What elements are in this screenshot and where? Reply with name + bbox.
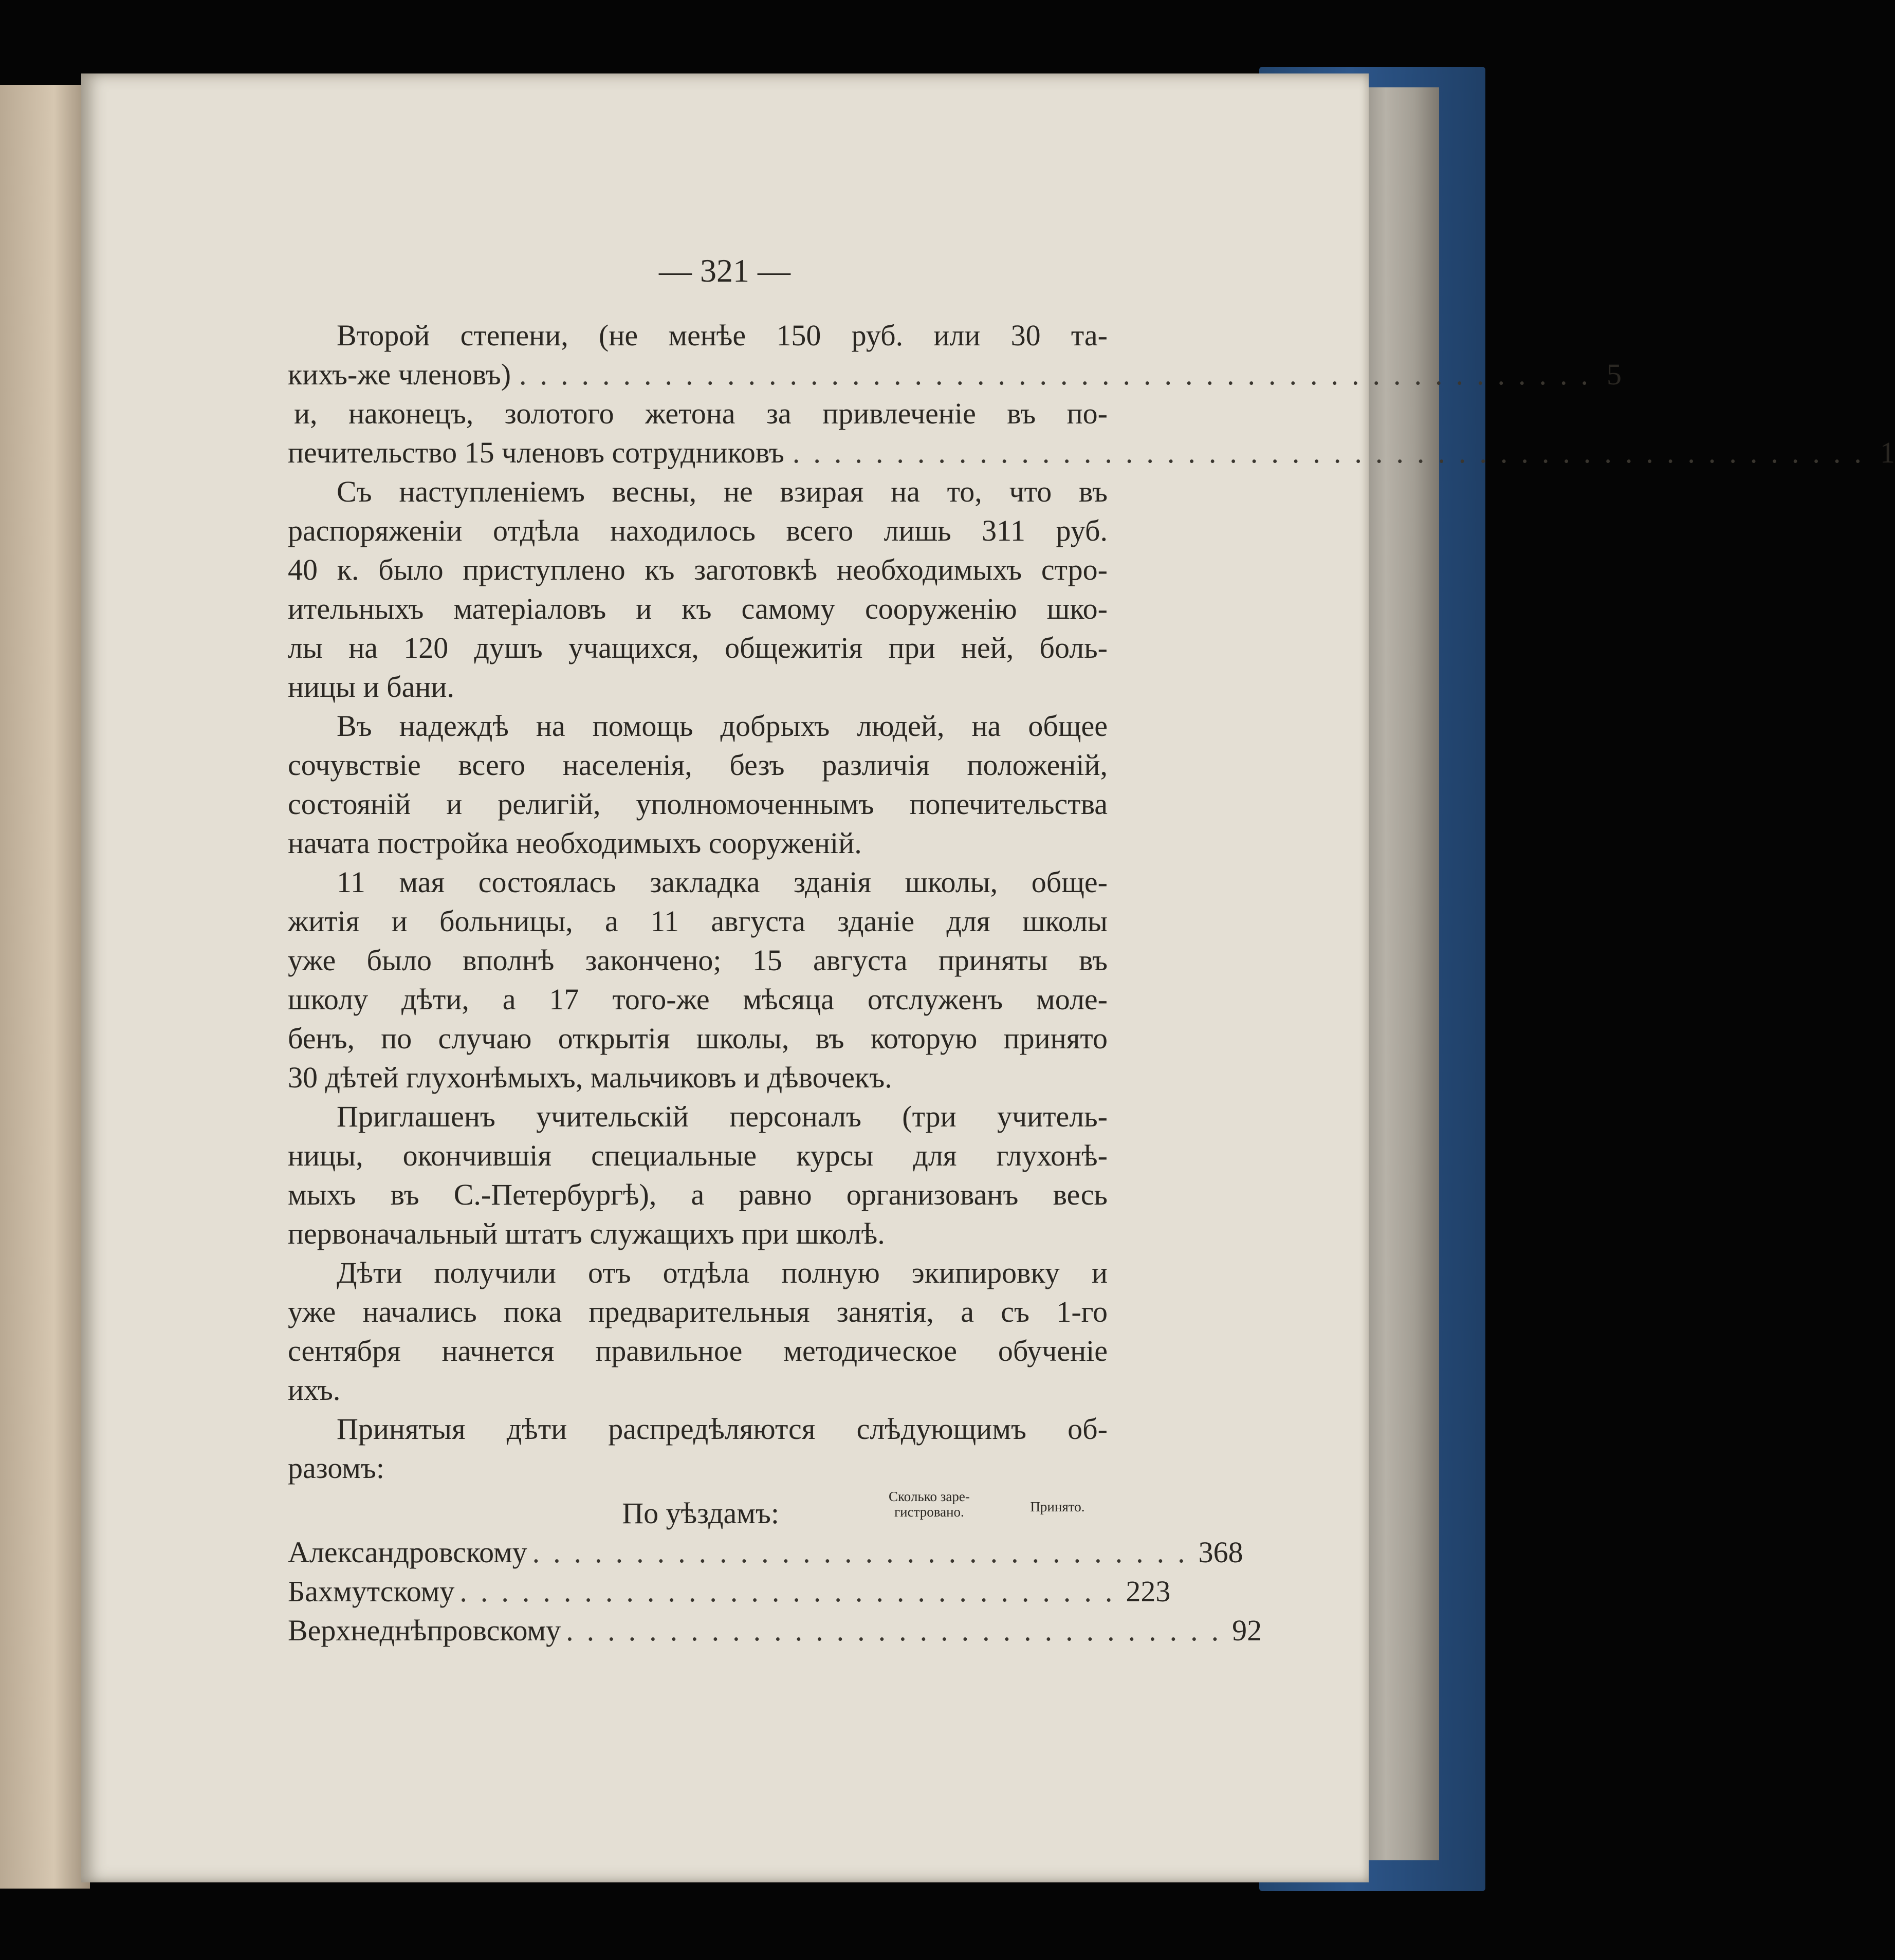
list-line-value: 1: [1880, 436, 1895, 469]
paragraph-line: ихъ.: [288, 1373, 341, 1407]
paragraph-line: 40 к. было приступлено къ заготовкѣ необходимыхъ стро-: [288, 553, 1108, 586]
column-header-accepted: Принято.: [1030, 1499, 1085, 1514]
list-line: Второй степени, (не менѣе 150 руб. или 30 та-: [337, 319, 1108, 352]
table-header: [288, 1489, 1108, 1533]
paragraph-line: мыхъ въ С.-Петербургѣ), а равно организованъ весь: [288, 1178, 1108, 1211]
paragraph-line: сентября начнется правильное методическое обученіе: [288, 1334, 1108, 1367]
paragraph-line: уже начались пока предварительныя занятія, а съ 1-го: [288, 1295, 1108, 1328]
table-row: [288, 1611, 1262, 1650]
paragraph-line: уже было вполнѣ закончено; 15 августа приняты въ: [288, 944, 1108, 977]
table-heading: По уѣздамъ:: [622, 1496, 780, 1530]
paragraph-line: первоначальный штатъ служащихъ при школѣ.: [288, 1217, 885, 1250]
list-line-label: печительство 15 членовъ сотрудниковъ: [288, 436, 784, 469]
accepted-count: 2: [1247, 1614, 1262, 1647]
list-line: и, наконецъ, золотого жетона за привлеченіе въ по-: [294, 397, 1108, 430]
body-paragraphs: [288, 472, 1108, 1488]
paragraph-line: начата постройка необходимыхъ сооруженій.: [288, 826, 862, 860]
paragraph-line: распоряженіи отдѣла находилось всего лишь 311 руб.: [288, 514, 1108, 547]
list-line-label: кихъ-же членовъ): [288, 358, 511, 391]
leader-dots: ....................................................: [792, 436, 1875, 469]
facing-page: [0, 85, 90, 1889]
paragraph-line: бенъ, по случаю открытія школы, въ которую принято: [288, 1022, 1108, 1055]
table-row: [288, 1533, 1243, 1572]
leader-dots: ................................: [566, 1614, 1232, 1647]
leader-dots: ....................................................: [519, 358, 1602, 391]
list-line-value: 5: [1607, 358, 1622, 391]
paragraph-line: Принятыя дѣти распредѣляются слѣдующимъ об-: [337, 1412, 1108, 1446]
accepted-count: 8: [1228, 1536, 1243, 1569]
paragraph-line: сочувствіе всего населенія, безъ различія положеній,: [288, 748, 1108, 782]
paragraph-line: ницы, окончившія специальные курсы для глухонѣ-: [288, 1139, 1108, 1172]
paragraph-line: Дѣти получили отъ отдѣла полную экипировку и: [337, 1256, 1108, 1289]
paragraph-line: состояній и религій, уполномоченнымъ попечительства: [288, 787, 1108, 821]
list-line-dotted: [288, 355, 1622, 394]
paragraph-line: 11 мая состоялась закладка зданія школы, обще-: [337, 865, 1108, 899]
registered-count: 36: [1198, 1536, 1228, 1569]
accepted-count: 3: [1155, 1575, 1171, 1608]
paragraph-line: школу дѣти, а 17 того-же мѣсяца отслуженъ моле-: [288, 983, 1108, 1016]
paragraph-line: 30 дѣтей глухонѣмыхъ, мальчиковъ и дѣвочекъ.: [288, 1061, 892, 1094]
leader-dots: ................................: [459, 1575, 1126, 1608]
paragraph-line: Въ надеждѣ на помощь добрыхъ людей, на общее: [337, 709, 1108, 743]
page-text: [288, 316, 1895, 1650]
table-row: [288, 1572, 1171, 1611]
page-number: — 321 —: [659, 252, 790, 289]
page-edges: [1357, 87, 1439, 1860]
paragraph-line: разомъ:: [288, 1451, 385, 1485]
paragraph-line: ительныхъ матеріаловъ и къ самому сооруженію шко-: [288, 592, 1108, 625]
district-name: Александровскому: [288, 1536, 527, 1569]
list-line-dotted: [288, 433, 1895, 472]
paragraph-line: Съ наступленіемъ весны, не взирая на то, что въ: [337, 475, 1108, 508]
registered-count: 9: [1232, 1614, 1247, 1647]
district-name: Бахмутскому: [288, 1575, 455, 1608]
district-table: [288, 1533, 1262, 1650]
paragraph-line: лы на 120 душъ учащихся, общежитія при ней, боль-: [288, 631, 1108, 664]
column-header-registered: Сколько заре- гистровано.: [889, 1489, 970, 1520]
registered-count: 22: [1126, 1575, 1156, 1608]
paragraph-line: Приглашенъ учительскій персоналъ (три учитель-: [337, 1100, 1108, 1133]
paragraph-line: житія и больницы, а 11 августа зданіе для школы: [288, 904, 1108, 938]
paragraph-line: ницы и бани.: [288, 670, 454, 704]
leader-dots: ................................: [532, 1536, 1199, 1569]
district-name: Верхнеднѣпровскому: [288, 1614, 561, 1647]
